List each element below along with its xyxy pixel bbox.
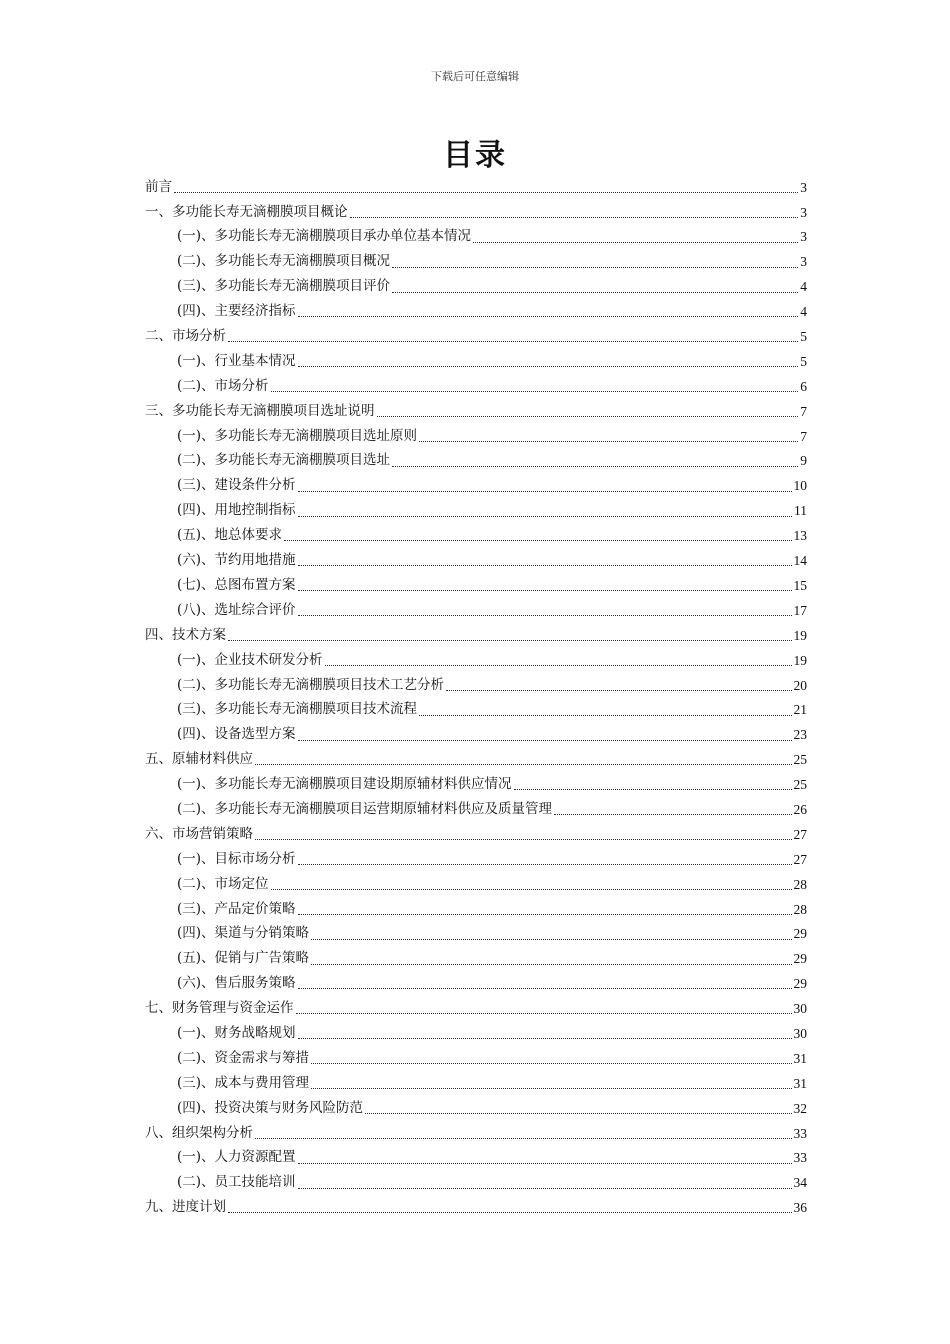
toc-leader-dots xyxy=(392,267,798,268)
toc-entry-page-number: 7 xyxy=(800,428,807,444)
toc-entry-page-number: 25 xyxy=(793,752,807,768)
toc-entry-label: (一)、行业基本情况 xyxy=(177,352,296,369)
toc-entry-page-number: 10 xyxy=(793,478,807,494)
toc-leader-dots xyxy=(419,715,791,716)
toc-entry[interactable] xyxy=(145,573,807,598)
toc-entry-page-number: 5 xyxy=(800,329,807,345)
toc-entry-page-number: 11 xyxy=(794,503,807,519)
toc-entry-label: 二、市场分析 xyxy=(145,328,226,345)
toc-entry-label: (一)、多功能长寿无滴棚膜项目选址原则 xyxy=(177,427,418,444)
toc-entry[interactable] xyxy=(145,1146,807,1171)
toc-entry-page-number: 4 xyxy=(800,279,807,295)
toc-entry-page-number: 27 xyxy=(793,826,807,842)
toc-entry-page-number: 3 xyxy=(800,179,807,195)
toc-entry-page-number: 29 xyxy=(793,926,807,942)
toc-entry-label: (一)、财务战略规划 xyxy=(177,1024,296,1041)
toc-leader-dots xyxy=(255,839,792,840)
toc-entry-page-number: 25 xyxy=(793,777,807,793)
toc-entry-page-number: 3 xyxy=(800,204,807,220)
toc-leader-dots xyxy=(228,1212,792,1213)
toc-entry[interactable] xyxy=(145,822,807,847)
toc-entry-label: (二)、员工技能培训 xyxy=(177,1174,296,1191)
toc-entry[interactable] xyxy=(145,673,807,698)
toc-leader-dots xyxy=(298,516,792,517)
toc-entry-label: 五、原辅材料供应 xyxy=(145,751,253,768)
toc-leader-dots xyxy=(298,914,792,915)
toc-entry-label: (二)、资金需求与筹措 xyxy=(177,1049,310,1066)
toc-entry[interactable] xyxy=(145,523,807,548)
toc-entry[interactable] xyxy=(145,1096,807,1121)
toc-entry-label: (二)、多功能长寿无滴棚膜项目选址 xyxy=(177,452,391,469)
toc-entry[interactable] xyxy=(145,698,807,723)
toc-entry[interactable] xyxy=(145,648,807,673)
toc-leader-dots xyxy=(377,416,799,417)
toc-entry-label: (一)、多功能长寿无滴棚膜项目承办单位基本情况 xyxy=(177,228,472,245)
toc-entry-label: (二)、市场分析 xyxy=(177,377,269,394)
toc-leader-dots xyxy=(311,964,791,965)
toc-entry[interactable] xyxy=(145,872,807,897)
toc-entry[interactable] xyxy=(145,847,807,872)
toc-leader-dots xyxy=(271,889,792,890)
toc-entry[interactable] xyxy=(145,399,807,424)
toc-leader-dots xyxy=(228,640,792,641)
toc-leader-dots xyxy=(255,1138,792,1139)
toc-entry-page-number: 3 xyxy=(800,229,807,245)
toc-entry-page-number: 20 xyxy=(793,677,807,693)
toc-entry-page-number: 28 xyxy=(793,901,807,917)
toc-entry-label: (四)、主要经济指标 xyxy=(177,303,296,320)
toc-entry-page-number: 21 xyxy=(793,702,807,718)
toc-entry[interactable] xyxy=(145,1121,807,1146)
toc-leader-dots xyxy=(228,341,798,342)
toc-entry[interactable] xyxy=(145,747,807,772)
toc-entry-page-number: 19 xyxy=(793,652,807,668)
toc-entry-label: (一)、企业技术研发分析 xyxy=(177,651,323,668)
toc-entry-page-number: 32 xyxy=(793,1100,807,1116)
toc-entry-label: (六)、售后服务策略 xyxy=(177,975,296,992)
toc-entry-label: (六)、节约用地措施 xyxy=(177,552,296,569)
toc-entry-page-number: 26 xyxy=(793,801,807,817)
toc-leader-dots xyxy=(554,814,791,815)
toc-leader-dots xyxy=(311,1088,791,1089)
toc-entry-label: 四、技术方案 xyxy=(145,626,226,643)
toc-entry-page-number: 13 xyxy=(793,528,807,544)
toc-leader-dots xyxy=(298,615,792,616)
toc-leader-dots xyxy=(255,764,792,765)
toc-entry-page-number: 31 xyxy=(793,1075,807,1091)
toc-entry-label: 七、财务管理与资金运作 xyxy=(145,1000,294,1017)
toc-leader-dots xyxy=(296,1013,792,1014)
toc-entry[interactable] xyxy=(145,1196,807,1221)
toc-entry[interactable] xyxy=(145,324,807,349)
toc-entry-page-number: 27 xyxy=(793,851,807,867)
toc-leader-dots xyxy=(325,665,792,666)
toc-entry-page-number: 28 xyxy=(793,876,807,892)
toc-entry-page-number: 36 xyxy=(793,1200,807,1216)
toc-leader-dots xyxy=(174,192,798,193)
toc-entry-page-number: 6 xyxy=(800,378,807,394)
table-of-contents xyxy=(145,175,807,1220)
toc-entry[interactable] xyxy=(145,1046,807,1071)
toc-entry-page-number: 33 xyxy=(793,1150,807,1166)
toc-entry-label: 八、组织架构分析 xyxy=(145,1124,253,1141)
toc-entry[interactable] xyxy=(145,474,807,499)
toc-entry-label: 三、多功能长寿无滴棚膜项目选址说明 xyxy=(145,402,375,419)
toc-entry[interactable] xyxy=(145,972,807,997)
toc-leader-dots xyxy=(311,939,791,940)
toc-entry[interactable] xyxy=(145,250,807,275)
toc-entry[interactable] xyxy=(145,275,807,300)
toc-entry-label: (八)、选址综合评价 xyxy=(177,601,296,618)
toc-entry-label: (二)、多功能长寿无滴棚膜项目技术工艺分析 xyxy=(177,676,445,693)
toc-leader-dots xyxy=(298,740,792,741)
toc-entry[interactable] xyxy=(145,797,807,822)
toc-entry-label: (二)、多功能长寿无滴棚膜项目运营期原辅材料供应及质量管理 xyxy=(177,800,553,817)
toc-leader-dots xyxy=(350,217,799,218)
toc-leader-dots xyxy=(284,540,791,541)
toc-leader-dots xyxy=(298,316,799,317)
toc-entry[interactable] xyxy=(145,1171,807,1196)
toc-leader-dots xyxy=(298,565,792,566)
toc-entry[interactable] xyxy=(145,299,807,324)
toc-entry-page-number: 30 xyxy=(793,1001,807,1017)
toc-entry-label: (三)、成本与费用管理 xyxy=(177,1074,310,1091)
toc-leader-dots xyxy=(298,1188,792,1189)
toc-entry[interactable] xyxy=(145,947,807,972)
toc-leader-dots xyxy=(446,690,791,691)
page-header: 下载后可任意编辑 xyxy=(431,70,519,83)
toc-entry-label: 一、多功能长寿无滴棚膜项目概论 xyxy=(145,203,348,220)
toc-leader-dots xyxy=(392,466,798,467)
toc-leader-dots xyxy=(311,1063,791,1064)
toc-leader-dots xyxy=(298,1038,792,1039)
toc-entry-page-number: 33 xyxy=(793,1125,807,1141)
toc-entry-page-number: 7 xyxy=(800,403,807,419)
toc-entry-page-number: 9 xyxy=(800,453,807,469)
toc-entry-label: (二)、市场定位 xyxy=(177,875,269,892)
toc-entry-page-number: 4 xyxy=(800,304,807,320)
toc-entry-label: (三)、产品定价策略 xyxy=(177,900,296,917)
toc-entry-label: (一)、多功能长寿无滴棚膜项目建设期原辅材料供应情况 xyxy=(177,776,512,793)
toc-leader-dots xyxy=(419,441,798,442)
toc-entry-label: (二)、多功能长寿无滴棚膜项目概况 xyxy=(177,253,391,270)
toc-leader-dots xyxy=(298,366,799,367)
toc-entry[interactable] xyxy=(145,175,807,200)
toc-leader-dots xyxy=(298,590,792,591)
toc-entry[interactable] xyxy=(145,772,807,797)
toc-entry-label: (四)、设备选型方案 xyxy=(177,726,296,743)
toc-entry[interactable] xyxy=(145,499,807,524)
toc-entry-page-number: 29 xyxy=(793,976,807,992)
toc-entry-page-number: 5 xyxy=(800,353,807,369)
toc-entry-label: (一)、人力资源配置 xyxy=(177,1149,296,1166)
toc-entry[interactable] xyxy=(145,922,807,947)
toc-entry[interactable] xyxy=(145,374,807,399)
toc-leader-dots xyxy=(473,242,798,243)
toc-entry[interactable] xyxy=(145,1071,807,1096)
toc-entry-label: (一)、目标市场分析 xyxy=(177,850,296,867)
toc-entry-label: (四)、渠道与分销策略 xyxy=(177,925,310,942)
toc-leader-dots xyxy=(514,789,792,790)
toc-entry[interactable] xyxy=(145,996,807,1021)
toc-leader-dots xyxy=(298,491,792,492)
toc-entry-label: (三)、多功能长寿无滴棚膜项目技术流程 xyxy=(177,701,418,718)
toc-leader-dots xyxy=(392,292,798,293)
toc-entry-label: (五)、地总体要求 xyxy=(177,527,283,544)
toc-entry-page-number: 29 xyxy=(793,951,807,967)
toc-entry[interactable] xyxy=(145,723,807,748)
toc-entry-label: (五)、促销与广告策略 xyxy=(177,950,310,967)
toc-entry-page-number: 30 xyxy=(793,1025,807,1041)
toc-entry[interactable] xyxy=(145,225,807,250)
toc-entry-label: 前言 xyxy=(145,178,172,195)
toc-entry-label: (四)、投资决策与财务风险防范 xyxy=(177,1099,364,1116)
toc-entry[interactable] xyxy=(145,598,807,623)
toc-entry[interactable] xyxy=(145,1021,807,1046)
toc-entry[interactable] xyxy=(145,548,807,573)
toc-title: 目录 xyxy=(443,138,507,173)
toc-entry-page-number: 17 xyxy=(793,602,807,618)
toc-entry-label: 九、进度计划 xyxy=(145,1199,226,1216)
toc-entry-label: (七)、总图布置方案 xyxy=(177,576,296,593)
toc-entry-page-number: 19 xyxy=(793,627,807,643)
toc-leader-dots xyxy=(365,1113,791,1114)
toc-entry-label: (四)、用地控制指标 xyxy=(177,502,296,519)
toc-entry-page-number: 3 xyxy=(800,254,807,270)
toc-entry-page-number: 34 xyxy=(793,1175,807,1191)
toc-entry-page-number: 15 xyxy=(793,577,807,593)
toc-entry-label: 六、市场营销策略 xyxy=(145,825,253,842)
toc-entry[interactable] xyxy=(145,424,807,449)
toc-leader-dots xyxy=(271,391,799,392)
toc-entry-label: (三)、多功能长寿无滴棚膜项目评价 xyxy=(177,278,391,295)
toc-entry-page-number: 23 xyxy=(793,727,807,743)
toc-entry[interactable] xyxy=(145,349,807,374)
toc-entry[interactable] xyxy=(145,200,807,225)
toc-leader-dots xyxy=(298,864,792,865)
toc-entry[interactable] xyxy=(145,623,807,648)
toc-entry-page-number: 14 xyxy=(793,553,807,569)
toc-leader-dots xyxy=(298,988,792,989)
toc-entry[interactable] xyxy=(145,897,807,922)
toc-entry-label: (三)、建设条件分析 xyxy=(177,477,296,494)
toc-entry-page-number: 31 xyxy=(793,1050,807,1066)
toc-leader-dots xyxy=(298,1163,792,1164)
toc-entry[interactable] xyxy=(145,449,807,474)
